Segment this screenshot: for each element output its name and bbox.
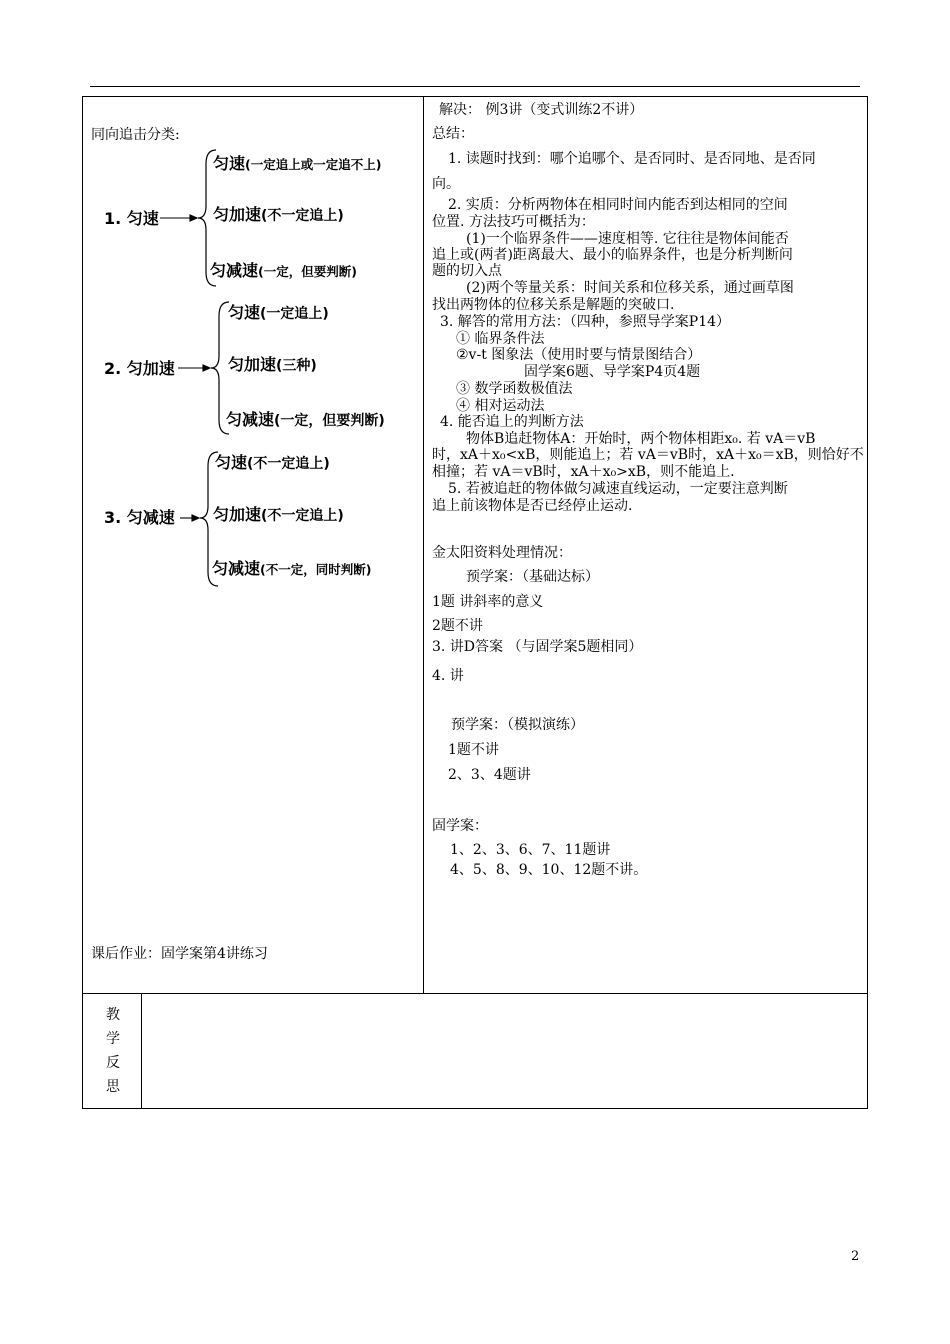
right-line-24: 金太阳资料处理情况： <box>432 545 572 561</box>
right-line-23: 追上前该物体是否已经停止运动. <box>432 498 633 514</box>
right-line-6: 位置. 方法技巧可概括为： <box>432 214 595 230</box>
right-line-29: 4. 讲 <box>432 668 464 684</box>
group-3-label: 3. 匀减速 <box>104 508 175 527</box>
right-line-25: 预学案：（基础达标） <box>466 569 599 585</box>
right-line-22: 5. 若被追赶的物体做匀减速直线运动，一定要注意判断 <box>448 481 788 497</box>
page-number: 2 <box>851 1249 860 1264</box>
reflection-char: 学 <box>106 1031 120 1047</box>
right-line-28: 3. 讲D答案 （与固学案5题相同） <box>432 639 643 655</box>
right-line-14: ②v-t 图象法（使用时要与情景图结合） <box>456 347 702 363</box>
reflection-label <box>98 1003 128 1099</box>
right-line-3: 1. 读题时找到：哪个追哪个、是否同时、是否同地、是否同 <box>448 151 816 167</box>
reflection-char: 教 <box>106 1007 120 1023</box>
right-line-10: (2)两个等量关系：时间关系和位移关系，通过画草图 <box>466 280 794 296</box>
group-2-label: 2. 匀加速 <box>104 359 175 378</box>
g1-item-3: 匀减速(一定，但要判断) <box>210 261 357 280</box>
right-line-4: 向。 <box>432 176 460 192</box>
right-line-9: 题的切入点 <box>432 263 502 279</box>
left-heading: 同向追击分类: <box>91 127 180 143</box>
g1-item-2: 匀加速(不一定追上) <box>213 205 344 224</box>
g3-item-3: 匀减速(不一定，同时判断) <box>212 559 372 578</box>
arrow-head-3 <box>192 515 199 521</box>
right-line-7: (1)一个临界条件——速度相等. 它往往是物体间能否 <box>466 231 789 247</box>
g3-item-2: 匀加速(不一定追上) <box>213 505 344 524</box>
right-line-17: ④ 相对运动法 <box>456 398 545 414</box>
right-line-32: 2、3、4题讲 <box>448 767 531 783</box>
group-1-label: 1. 匀速 <box>104 209 159 228</box>
reflection-char: 反 <box>106 1055 120 1071</box>
right-line-27: 2题不讲 <box>432 618 483 634</box>
arrow-head-1 <box>190 215 197 221</box>
g2-item-1: 匀速(一定追上) <box>228 303 329 322</box>
g3-item-1: 匀速(不一定追上) <box>215 453 330 472</box>
right-line-13: ① 临界条件法 <box>456 331 545 347</box>
g2-item-3: 匀减速(一定，但要判断) <box>226 410 385 429</box>
right-line-26: 1题 讲斜率的意义 <box>432 594 544 610</box>
right-line-5: 2. 实质：分析两物体在相同时间内能否到达相同的空间 <box>448 197 788 213</box>
right-line-30: 预学案：（模拟演练） <box>451 717 584 733</box>
right-line-15: 固学案6题、导学案P4页4题 <box>524 364 701 380</box>
right-line-20: 时，xA＋x₀<xB，则能追上；若 vA＝vB时，xA＋x₀＝xB，则恰好不 <box>432 447 864 463</box>
right-line-16: ③ 数学函数极值法 <box>456 381 573 397</box>
right-line-2: 总结： <box>432 126 474 142</box>
g2-item-2: 匀加速(三种) <box>228 355 317 374</box>
homework-note: 课后作业：固学案第4讲练习 <box>91 946 268 962</box>
right-line-19: 物体B追赶物体A：开始时，两个物体相距x₀. 若 vA＝vB <box>466 431 816 447</box>
right-line-35: 4、5、8、9、10、12题不讲。 <box>450 862 648 878</box>
right-line-12: 3. 解答的常用方法：（四种，参照导学案P14） <box>440 314 731 330</box>
arrow-head-2 <box>203 365 210 371</box>
right-line-21: 相撞；若 vA＝vB时，xA＋x₀>xB，则不能追上. <box>432 464 735 480</box>
right-line-11: 找出两物体的位移关系是解题的突破口. <box>432 297 675 313</box>
right-line-33: 固学案： <box>432 818 488 834</box>
right-line-31: 1题不讲 <box>448 742 499 758</box>
right-line-8: 追上或(两者)距离最大、最小的临界条件，也是分析判断问 <box>432 247 793 263</box>
right-line-34: 1、2、3、6、7、11题讲 <box>450 842 611 858</box>
reflection-char: 思 <box>106 1079 120 1095</box>
right-line-18: 4. 能否追上的判断方法 <box>440 414 584 430</box>
g1-item-1: 匀速(一定追上或一定追不上) <box>213 154 382 173</box>
right-line-1: 解决： 例3讲（变式训练2不讲） <box>439 102 644 118</box>
